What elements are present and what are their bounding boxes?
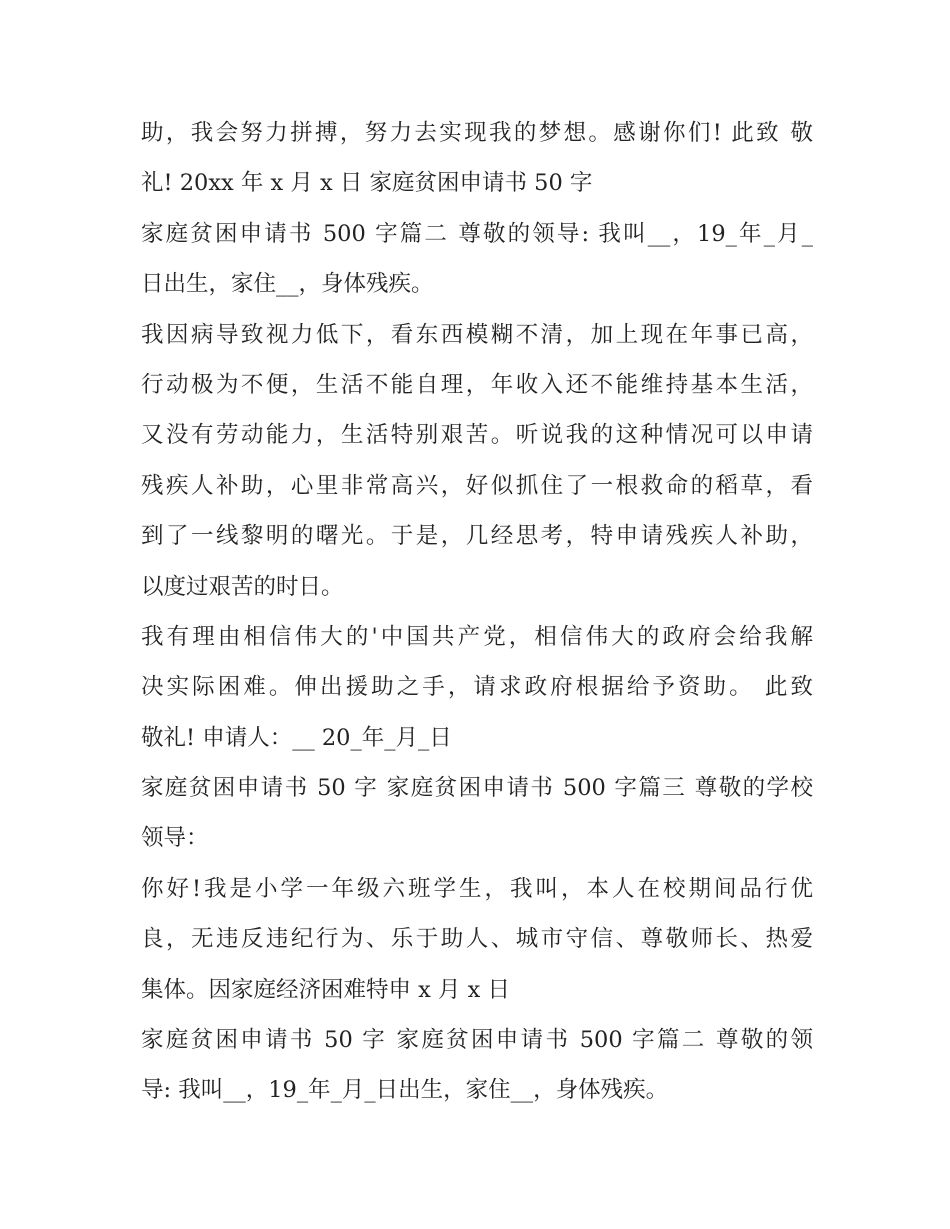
text-line: 又没有劳动能力，生活特别艰苦。听说我的这种情况可以申请 — [141, 422, 813, 449]
text-line: 领导： — [141, 825, 209, 852]
text-line: 礼! 20xx 年 x 月 x 日 家庭贫困申请书 50 字 — [141, 170, 593, 197]
text-line: 家庭贫困申请书 50 字 家庭贫困申请书 500 字篇三 尊敬的学校 — [141, 775, 813, 802]
text-line: 家庭贫困申请书 500 字篇二 尊敬的领导: 我叫__，19_年_月_ — [141, 220, 813, 247]
text-line: 以度过艰苦的时日。 — [141, 573, 344, 600]
text-line: 到了一线黎明的曙光。于是，几经思考，特申请残疾人补助， — [141, 523, 813, 550]
document-body — [141, 108, 813, 1116]
text-line: 导: 我叫__，19_年_月_日出生，家住__，身体残疾。 — [141, 1077, 669, 1104]
text-line: 集体。因家庭经济困难特申 x 月 x 日 — [141, 976, 510, 1003]
text-line: 敬礼! 申请人：__ 20_年_月_日 — [141, 724, 452, 751]
text-line: 你好!我是小学一年级六班学生，我叫，本人在校期间品行优 — [141, 875, 813, 902]
text-line: 助，我会努力拼搏，努力去实现我的梦想。感谢你们! 此致 敬 — [141, 120, 813, 146]
text-line: 我因病导致视力低下，看东西模糊不清，加上现在年事已高， — [141, 321, 813, 348]
text-line: 决实际困难。伸出援助之手，请求政府根据给予资助。 此致 — [141, 674, 813, 701]
text-line: 日出生，家住__，身体残疾。 — [141, 271, 434, 298]
text-line: 良，无违反违纪行为、乐于助人、城市守信、尊敬师长、热爱 — [141, 926, 813, 953]
text-line: 行动极为不便，生活不能自理，年收入还不能维持基本生活， — [141, 371, 813, 398]
text-line: 家庭贫困申请书 50 字 家庭贫困申请书 500 字篇二 尊敬的领 — [141, 1027, 813, 1054]
text-line: 我有理由相信伟大的'中国共产党，相信伟大的政府会给我解 — [141, 623, 813, 650]
text-line: 残疾人补助，心里非常高兴，好似抓住了一根救命的稻草，看 — [141, 472, 813, 499]
